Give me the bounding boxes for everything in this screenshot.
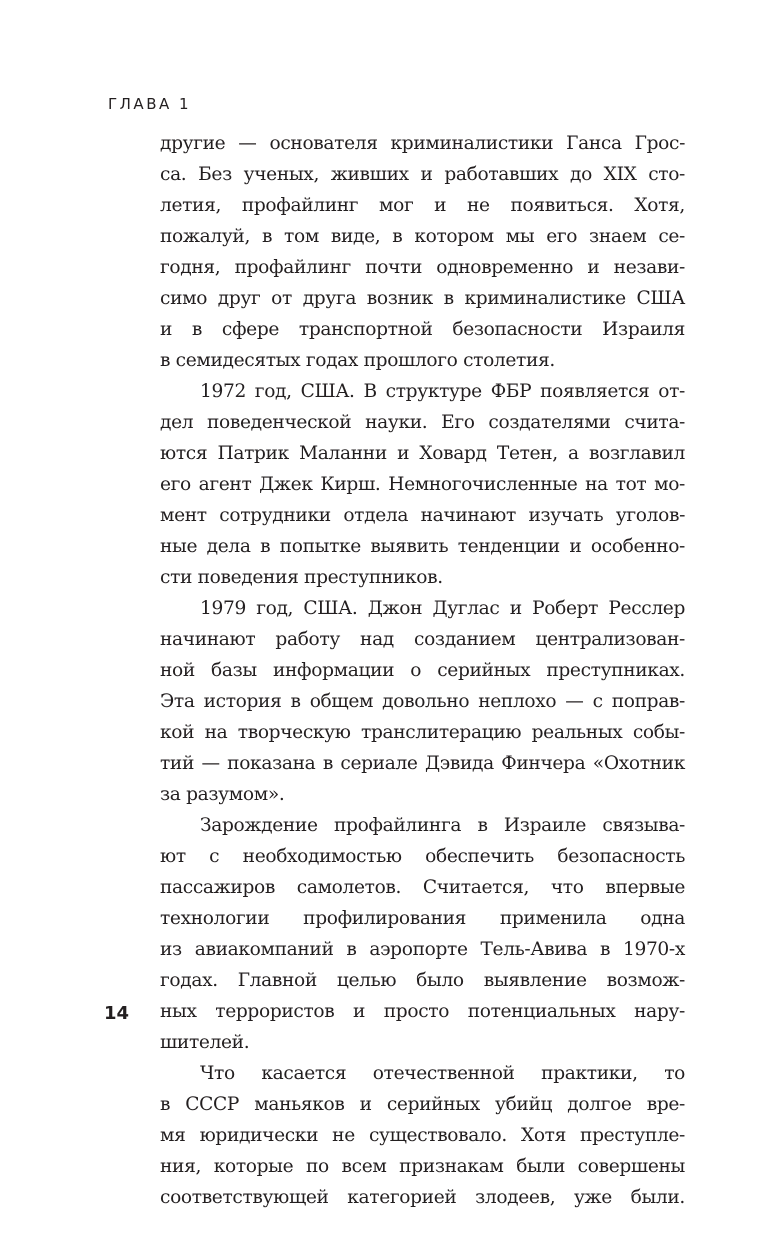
paragraph [160, 1058, 685, 1213]
text-line: ются Патрик Маланни и Ховард Тетен, а возглавил [160, 443, 685, 464]
text-line: годня, профайлинг почти одновременно и незави- [160, 257, 685, 278]
text-line: другие — основателя криминалистики Ганса Грос- [160, 133, 685, 154]
text-line: Эта история в общем довольно неплохо — с поправ- [160, 691, 685, 712]
text-line: ных террористов и просто потенциальных нару- [160, 1001, 685, 1022]
text-line: летия, профайлинг мог и не появиться. Хотя, [160, 195, 685, 216]
text-line: шителей. [160, 1032, 250, 1053]
text-line: годах. Главной целью было выявление возмож- [160, 970, 685, 991]
text-line: технологии профилирования применила одна [160, 908, 685, 929]
text-line: в СССР маньяков и серийных убийц долгое вре- [160, 1094, 685, 1115]
text-line: в семидесятых годах прошлого столетия. [160, 350, 555, 371]
text-line: мент сотрудники отдела начинают изучать уголов- [160, 505, 685, 526]
paragraph [160, 376, 685, 593]
text-line: Что касается отечественной практики, то [200, 1063, 685, 1084]
text-line: 1972 год, США. В структуре ФБР появляется от- [200, 381, 685, 402]
text-line: Зарождение профайлинга в Израиле связыва- [200, 815, 685, 836]
paragraph [160, 128, 685, 376]
text-line: соответствующей категорией злодеев, уже были. [160, 1187, 685, 1208]
text-line: его агент Джек Кирш. Немногочисленные на тот мо- [160, 474, 685, 495]
text-line: кой на творческую транслитерацию реальных собы- [160, 722, 685, 743]
text-line: дел поведенческой науки. Его создателями счита- [160, 412, 685, 433]
paragraph [160, 593, 685, 810]
text-line: мя юридически не существовало. Хотя преступле- [160, 1125, 685, 1146]
running-head: ГЛАВА 1 [108, 95, 192, 113]
text-line: ной базы информации о серийных преступниках. [160, 660, 685, 681]
text-line: ния, которые по всем признакам были совершены [160, 1156, 685, 1177]
text-line: начинают работу над созданием централизован- [160, 629, 685, 650]
text-line: ют с необходимостью обеспечить безопасность [160, 846, 685, 867]
text-line: тий — показана в сериале Дэвида Финчера «Охотник [160, 753, 685, 774]
text-line: и в сфере транспортной безопасности Израиля [160, 319, 685, 340]
text-line: пассажиров самолетов. Считается, что впервые [160, 877, 685, 898]
text-line: за разумом». [160, 784, 285, 805]
text-line: симо друг от друга возник в криминалистике США [160, 288, 685, 309]
text-line: 1979 год, США. Джон Дуглас и Роберт Ресслер [200, 598, 685, 619]
text-line: са. Без ученых, живших и работавших до XIX сто- [160, 164, 685, 185]
page-number: 14 [104, 1003, 130, 1024]
text-line: ные дела в попытке выявить тенденции и особенно- [160, 536, 685, 557]
text-line: из авиакомпаний в аэропорте Тель-Авива в 1970-х [160, 939, 685, 960]
paragraph [160, 810, 685, 1058]
text-line: сти поведения преступников. [160, 567, 443, 588]
text-line: пожалуй, в том виде, в котором мы его знаем се- [160, 226, 685, 247]
body-text [160, 128, 685, 1213]
